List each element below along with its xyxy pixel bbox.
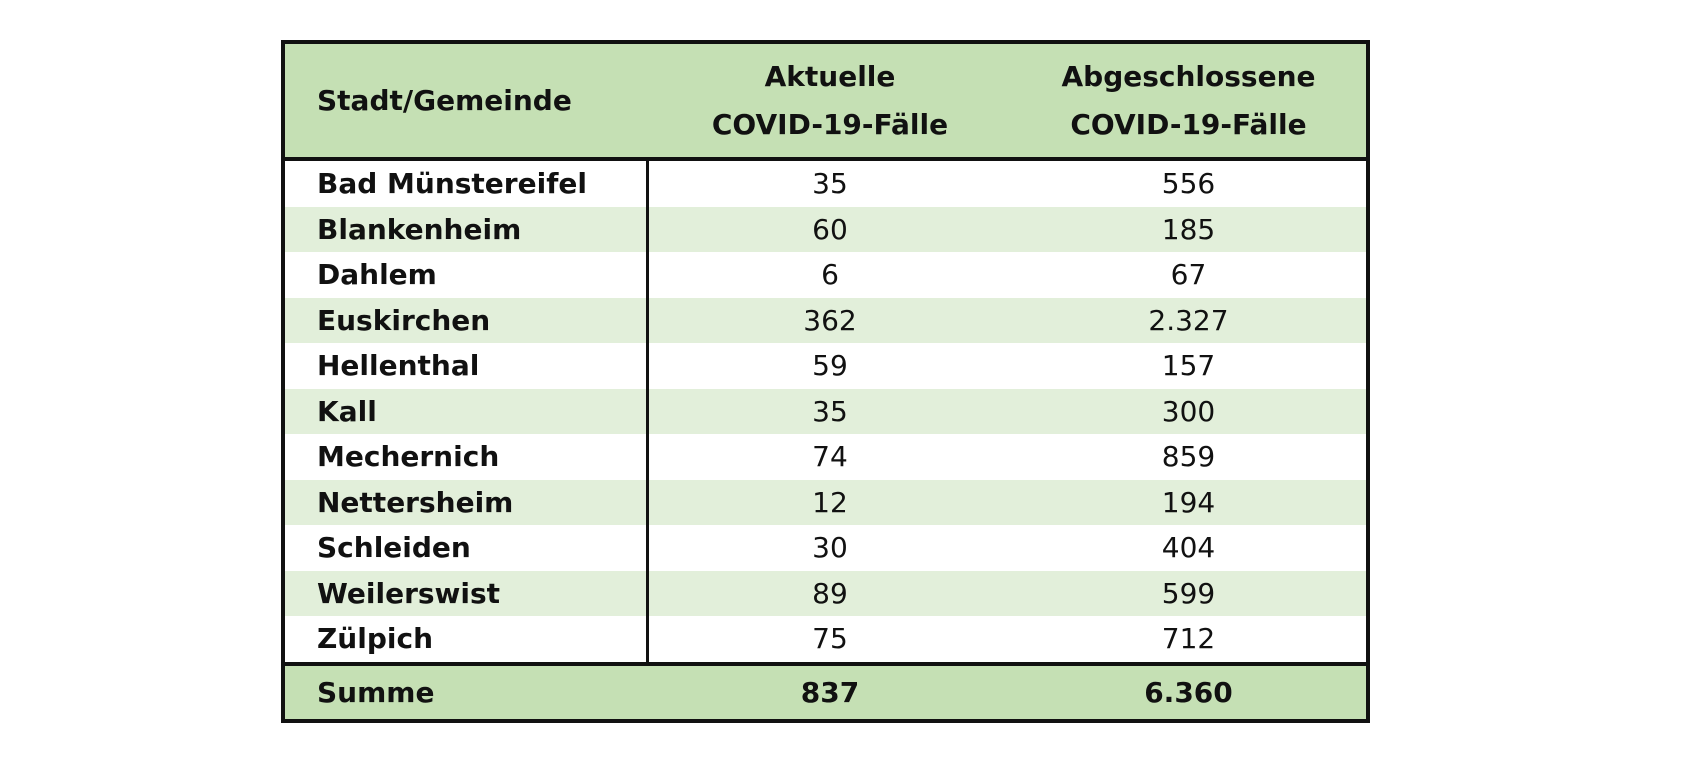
row-closed-cases: 194 <box>1161 485 1216 519</box>
table-body <box>285 161 1366 662</box>
row-closed-cases: 556 <box>1161 167 1216 201</box>
table-footer-row <box>285 662 1366 720</box>
row-city-name: Zülpich <box>285 616 649 662</box>
table-row <box>285 389 1366 435</box>
footer-closed-total: 6.360 <box>1144 675 1233 709</box>
header-closed-cases <box>1011 44 1366 157</box>
table-row <box>285 571 1366 617</box>
table-row <box>285 434 1366 480</box>
row-current-cases: 362 <box>803 303 857 337</box>
row-city-name: Mechernich <box>285 434 649 480</box>
row-current-cases: 35 <box>812 167 848 201</box>
header-current-line1: Aktuelle <box>764 59 896 93</box>
row-closed-cases: 67 <box>1170 258 1207 292</box>
row-current-cases: 75 <box>812 622 848 656</box>
row-city-name: Weilerswist <box>285 571 649 617</box>
row-city-name: Nettersheim <box>285 480 649 526</box>
row-current-cases: 12 <box>812 485 848 519</box>
header-city-label: Stadt/Gemeinde <box>317 83 572 117</box>
row-city-name: Hellenthal <box>285 343 649 389</box>
table-row <box>285 207 1366 253</box>
row-closed-cases: 859 <box>1161 440 1216 474</box>
header-city <box>285 44 649 157</box>
row-current-cases: 6 <box>821 258 839 292</box>
table-row <box>285 616 1366 662</box>
row-current-cases: 35 <box>812 394 848 428</box>
row-closed-cases: 185 <box>1161 212 1216 246</box>
row-closed-cases: 300 <box>1161 394 1216 428</box>
row-city-name: Bad Münstereifel <box>285 161 649 207</box>
row-city-name: Dahlem <box>285 252 649 298</box>
table-row <box>285 161 1366 207</box>
header-current-cases <box>649 44 1011 157</box>
header-closed-line2: COVID-19-Fälle <box>1070 107 1307 141</box>
table-row <box>285 298 1366 344</box>
header-current-line2: COVID-19-Fälle <box>711 107 949 141</box>
row-current-cases: 74 <box>812 440 848 474</box>
row-closed-cases: 404 <box>1161 531 1216 565</box>
table-header-row <box>285 44 1366 161</box>
footer-current-total: 837 <box>800 675 860 709</box>
row-current-cases: 30 <box>812 531 848 565</box>
table-row <box>285 252 1366 298</box>
row-current-cases: 60 <box>812 212 848 246</box>
row-current-cases: 89 <box>812 576 848 610</box>
row-city-name: Blankenheim <box>285 207 649 253</box>
header-closed-line1: Abgeschlossene <box>1061 59 1316 93</box>
table-row <box>285 525 1366 571</box>
row-city-name: Schleiden <box>285 525 649 571</box>
row-city-name: Euskirchen <box>285 298 649 344</box>
row-current-cases: 59 <box>812 349 848 383</box>
row-closed-cases: 157 <box>1161 349 1216 383</box>
table-row <box>285 343 1366 389</box>
row-closed-cases: 712 <box>1161 622 1216 656</box>
row-closed-cases: 2.327 <box>1148 303 1229 337</box>
table-row <box>285 480 1366 526</box>
footer-sum-label: Summe <box>317 675 435 709</box>
row-city-name: Kall <box>285 389 649 435</box>
covid-cases-table <box>281 40 1370 723</box>
row-closed-cases: 599 <box>1161 576 1216 610</box>
